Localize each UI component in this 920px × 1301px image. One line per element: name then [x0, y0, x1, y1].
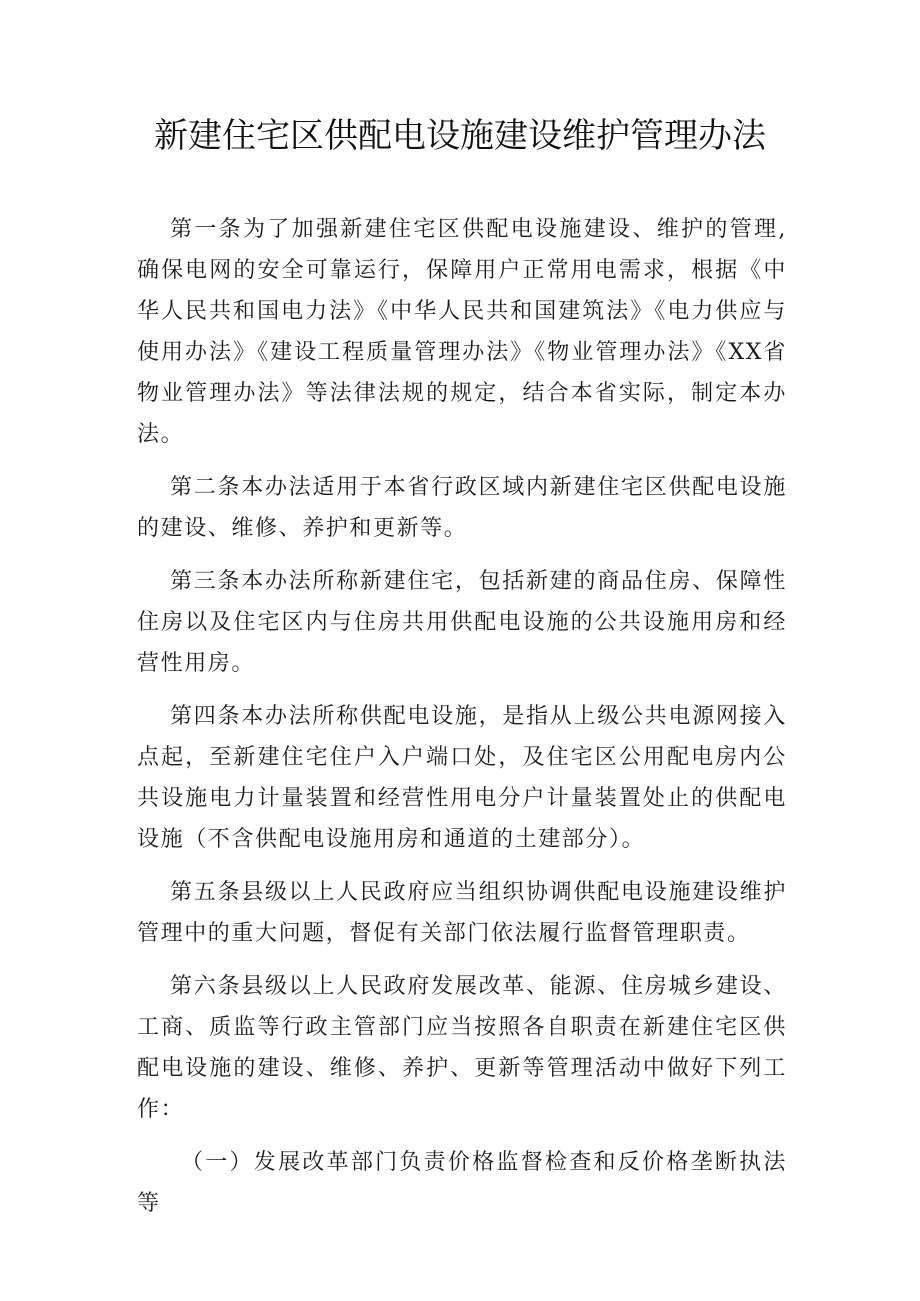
- article-5-paragraph: 第五条县级以上人民政府应当组织协调供配电设施建设维护管理中的重大问题，督促有关部门依法履行监督管理职责。: [137, 880, 787, 946]
- document-body: [137, 209, 787, 1236]
- document-title: 新建住宅区供配电设施建设维护管理办法: [154, 116, 766, 156]
- article-2-paragraph: 第二条本办法适用于本省行政区域内新建住宅区供配电设施的建设、维修、养护和更新等。: [137, 475, 787, 541]
- article-3-paragraph: 第三条本办法所称新建住宅，包括新建的商品住房、保障性住房以及住宅区内与住房共用供配电设施的公共设施用房和经营性用房。: [137, 569, 787, 676]
- article-6-paragraph: 第六条县级以上人民政府发展改革、能源、住房城乡建设、工商、质监等行政主管部门应当按照各自职责在新建住宅区供配电设施的建设、维修、养护、更新等管理活动中做好下列工作：: [137, 974, 787, 1122]
- article-6-item-1-paragraph: （一）发展改革部门负责价格监督检查和反价格垄断执法等: [137, 1150, 787, 1216]
- article-1-paragraph: 第一条为了加强新建住宅区供配电设施建设、维护的管理,确保电网的安全可靠运行，保障用户正常用电需求，根据《中华人民共和国电力法》《中华人民共和国建筑法》《电力供应与使用办法》《建设工程质量管理办法》《物业管理办法》《XX省物业管理办法》等法律法规的规定，结合本省实际，制定本办法。: [137, 217, 787, 447]
- article-4-paragraph: 第四条本办法所称供配电设施，是指从上级公共电源网接入点起，至新建住宅住户入户端口处，及住宅区公用配电房内公共设施电力计量装置和经营性用电分户计量装置处止的供配电设施（不含供配电设施用房和通道的土建部分）。: [137, 704, 787, 852]
